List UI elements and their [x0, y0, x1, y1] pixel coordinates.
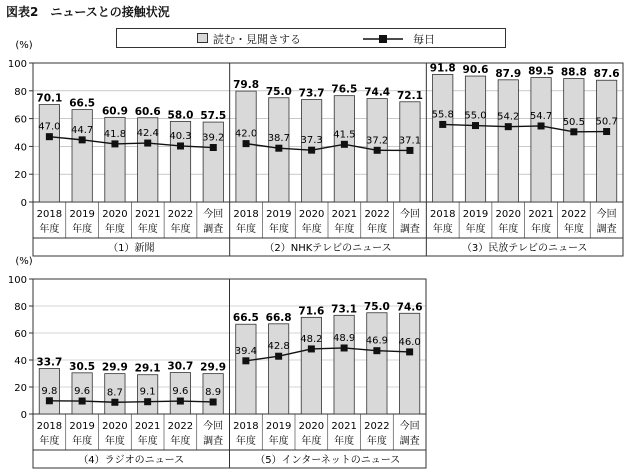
bar-value-label: 90.6 [462, 64, 489, 77]
bar-value-label: 57.5 [200, 110, 227, 123]
bar-value-label: 73.7 [298, 87, 325, 100]
daily-value-label: 41.5 [333, 129, 356, 141]
daily-marker [275, 145, 282, 152]
x-tick-label: 年度 [72, 224, 93, 235]
x-tick-label: 2018 [36, 209, 63, 220]
x-tick-label: 2021 [528, 209, 554, 220]
x-tick-label: 年度 [104, 436, 125, 447]
x-tick-label: 調査 [203, 436, 224, 447]
x-tick-label: 調査 [399, 436, 420, 447]
daily-value-label: 37.1 [398, 135, 422, 147]
bar [72, 110, 92, 202]
x-tick-label: 2018 [429, 209, 456, 220]
x-tick-label: 年度 [268, 436, 289, 447]
x-tick-label: 年度 [236, 224, 257, 235]
x-tick-label: 年度 [563, 224, 584, 235]
bar [367, 313, 387, 414]
x-tick-label: 2018 [233, 421, 259, 432]
daily-marker [308, 345, 315, 352]
x-tick-label: 2019 [265, 421, 292, 432]
x-tick-label: 2020 [495, 209, 522, 220]
daily-marker [570, 128, 577, 135]
x-tick-label: 2019 [69, 209, 95, 220]
daily-marker [210, 398, 217, 405]
x-tick-label: 2020 [102, 209, 128, 220]
daily-value-label: 54.7 [529, 110, 553, 122]
x-tick-label: 年度 [334, 224, 355, 235]
x-tick-label: 年度 [170, 436, 191, 447]
daily-marker [46, 133, 53, 140]
daily-marker [111, 399, 118, 406]
y-tick-label: 80 [14, 302, 27, 313]
bar [39, 105, 59, 202]
bar-value-label: 72.1 [396, 89, 423, 102]
daily-marker [79, 398, 86, 405]
daily-marker [144, 398, 151, 405]
x-tick-label: 2021 [331, 421, 357, 432]
x-tick-label: 年度 [137, 224, 158, 235]
bar-value-label: 87.6 [593, 68, 620, 81]
daily-marker [243, 140, 250, 147]
daily-value-label: 37.2 [366, 135, 389, 147]
bar-value-label: 29.9 [200, 361, 227, 374]
daily-marker [472, 122, 479, 129]
bar [498, 80, 518, 202]
bar-value-label: 75.0 [265, 85, 292, 98]
x-tick-label: 2020 [298, 421, 325, 432]
x-tick-label: 年度 [104, 224, 125, 235]
bar-value-label: 33.7 [36, 356, 63, 369]
y-tick-label: 100 [7, 59, 27, 70]
x-tick-label: 年度 [39, 436, 60, 447]
x-tick-label: 年度 [367, 224, 388, 235]
daily-marker [439, 121, 446, 128]
daily-marker [177, 398, 184, 405]
daily-value-label: 48.9 [332, 332, 356, 344]
bar [399, 313, 419, 414]
bar [268, 324, 288, 414]
panel-label: （5）インターネットのニュース [255, 455, 401, 466]
bar-value-label: 87.9 [495, 67, 522, 80]
daily-value-label: 8.7 [106, 387, 123, 399]
x-tick-label: 年度 [72, 436, 93, 447]
y-axis-unit: (%) [15, 256, 33, 267]
daily-marker [341, 141, 348, 148]
bar-value-label: 76.5 [331, 83, 358, 96]
legend-bar-label: 読む・見聞きする [213, 33, 301, 46]
x-tick-label: 2020 [102, 421, 128, 432]
daily-value-label: 9.6 [74, 386, 91, 398]
daily-marker [144, 140, 151, 147]
panel-label: （1）新聞 [108, 243, 155, 254]
bar-value-label: 74.4 [364, 86, 391, 99]
bar-value-label: 70.1 [36, 92, 63, 105]
x-tick-label: 今回 [399, 209, 420, 220]
daily-value-label: 46.9 [365, 335, 389, 347]
daily-value-label: 46.0 [398, 336, 421, 348]
x-tick-label: 調査 [596, 224, 617, 235]
daily-marker [373, 347, 380, 354]
daily-value-label: 42.4 [136, 128, 159, 140]
y-tick-label: 60 [14, 114, 27, 126]
x-tick-label: 年度 [137, 436, 158, 447]
bar-value-label: 60.6 [134, 105, 161, 118]
x-tick-label: 2022 [364, 209, 390, 220]
bar [531, 78, 551, 202]
bar-value-label: 73.1 [331, 303, 358, 316]
x-tick-label: 2022 [364, 421, 390, 432]
bar-value-label: 66.5 [232, 312, 259, 325]
x-tick-label: 年度 [498, 224, 519, 235]
bar [334, 96, 354, 202]
bar [334, 315, 354, 414]
bar [236, 324, 256, 414]
x-tick-label: 調査 [203, 224, 224, 235]
daily-marker [79, 136, 86, 143]
daily-marker [374, 147, 381, 154]
bar-value-label: 58.0 [167, 109, 194, 122]
x-tick-label: 年度 [334, 436, 355, 447]
y-axis-unit: (%) [15, 40, 33, 51]
daily-marker [46, 397, 53, 404]
panel-label: （3）民放テレビのニュース [461, 243, 588, 254]
bar [596, 80, 616, 202]
daily-marker [210, 144, 217, 151]
daily-marker [406, 147, 413, 154]
daily-marker [177, 142, 184, 149]
x-tick-label: 年度 [39, 224, 60, 235]
panel-label: （4）ラジオのニュース [78, 455, 185, 466]
daily-marker [275, 353, 282, 360]
x-tick-label: 2019 [69, 421, 95, 432]
y-tick-label: 40 [14, 142, 27, 154]
bar [564, 79, 584, 202]
x-tick-label: 年度 [170, 224, 191, 235]
daily-value-label: 44.7 [71, 124, 94, 136]
x-tick-label: 年度 [465, 224, 486, 235]
y-tick-label: 80 [14, 86, 27, 98]
x-tick-label: 年度 [432, 224, 453, 235]
legend-line-label: 毎日 [413, 33, 435, 46]
daily-value-label: 47.0 [38, 121, 61, 133]
daily-value-label: 48.2 [300, 333, 323, 345]
x-tick-label: 2018 [36, 421, 63, 432]
daily-value-label: 9.1 [139, 386, 156, 398]
bar-value-label: 79.8 [233, 79, 260, 92]
x-tick-label: 2020 [298, 209, 325, 220]
x-tick-label: 年度 [301, 436, 322, 447]
bar-value-label: 91.8 [429, 62, 456, 75]
daily-value-label: 55.8 [431, 109, 454, 121]
daily-value-label: 55.0 [464, 110, 487, 122]
x-tick-label: 今回 [399, 421, 420, 432]
bar-value-label: 66.8 [265, 311, 292, 324]
bar-value-label: 74.6 [396, 301, 423, 314]
daily-value-label: 42.8 [267, 341, 290, 353]
daily-marker [505, 123, 512, 130]
x-tick-label: 年度 [301, 224, 322, 235]
x-tick-label: 年度 [531, 224, 552, 235]
x-tick-label: 2019 [462, 209, 489, 220]
daily-value-label: 42.0 [234, 128, 258, 140]
daily-value-label: 38.7 [267, 133, 290, 145]
bar-value-label: 29.9 [101, 361, 128, 374]
y-tick-label: 20 [14, 383, 27, 394]
daily-value-label: 54.2 [497, 111, 520, 123]
x-tick-label: 今回 [203, 209, 224, 220]
daily-marker [406, 348, 413, 355]
x-tick-label: 今回 [596, 209, 617, 220]
daily-value-label: 37.3 [300, 135, 323, 147]
bar-value-label: 88.8 [560, 66, 587, 79]
daily-value-label: 50.7 [595, 116, 618, 128]
daily-marker [538, 122, 545, 129]
x-tick-label: 2019 [266, 209, 292, 220]
bar [301, 317, 321, 414]
daily-marker [111, 140, 118, 147]
bar-value-label: 71.6 [298, 305, 325, 318]
daily-value-label: 40.3 [169, 130, 192, 142]
x-tick-label: 年度 [235, 436, 256, 447]
x-tick-label: 調査 [399, 224, 420, 235]
bar-value-label: 66.5 [69, 97, 96, 110]
daily-marker [308, 147, 315, 154]
daily-value-label: 39.4 [234, 345, 258, 357]
y-tick-label: 60 [14, 329, 27, 340]
x-tick-label: 2022 [167, 421, 194, 432]
bar [433, 74, 453, 202]
daily-marker [242, 357, 249, 364]
daily-value-label: 9.8 [41, 385, 58, 397]
x-tick-label: 年度 [366, 436, 387, 447]
daily-value-label: 50.5 [562, 116, 585, 128]
bar-value-label: 30.7 [167, 360, 194, 373]
bar-value-label: 29.1 [134, 362, 161, 375]
daily-value-label: 41.8 [103, 128, 127, 140]
x-tick-label: 2021 [331, 209, 358, 220]
x-tick-label: 2021 [134, 421, 161, 432]
y-tick-label: 0 [20, 410, 27, 421]
bar-value-label: 89.5 [528, 65, 555, 78]
y-tick-label: 0 [20, 198, 27, 209]
daily-value-label: 9.6 [172, 386, 189, 398]
x-tick-label: 2022 [167, 209, 194, 220]
bar [465, 76, 485, 202]
daily-marker [341, 344, 348, 351]
x-tick-label: 今回 [203, 421, 224, 432]
x-tick-label: 2021 [134, 209, 161, 220]
y-tick-label: 20 [14, 170, 27, 182]
x-tick-label: 2018 [233, 209, 259, 220]
panel-label: （2）NHKテレビのニュース [264, 243, 392, 254]
bar-value-label: 60.9 [101, 105, 128, 118]
daily-marker [603, 128, 610, 135]
y-tick-label: 40 [14, 356, 27, 367]
bar-value-label: 30.5 [69, 360, 96, 373]
chart-title: 図表2 ニュースとの接触状況 [6, 5, 170, 19]
daily-value-label: 39.2 [202, 132, 225, 144]
x-tick-label: 年度 [268, 224, 289, 235]
x-tick-label: 2022 [561, 209, 587, 220]
bar-value-label: 75.0 [363, 300, 390, 313]
daily-value-label: 8.9 [205, 386, 222, 398]
y-tick-label: 100 [7, 275, 27, 286]
